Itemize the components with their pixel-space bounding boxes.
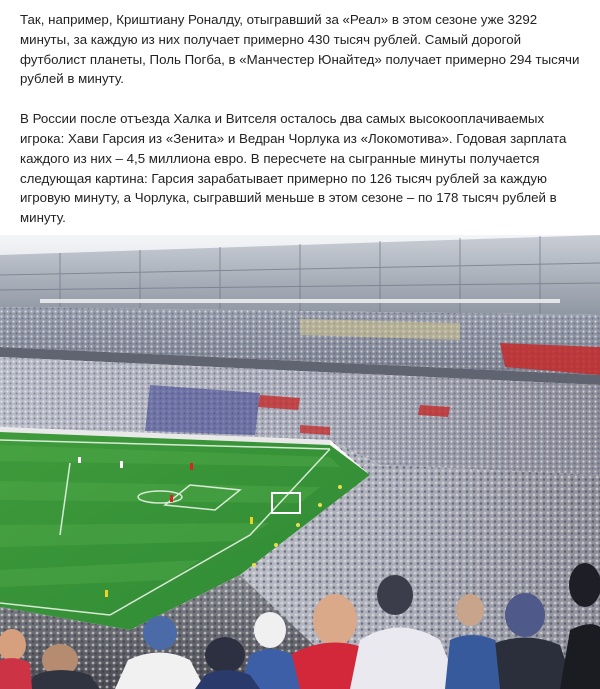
stadium-photo: [0, 235, 600, 689]
paragraph-russia-salaries: В России после отъезда Халка и Витселя осталось два самых высокооплачиваемых игрока: Хави Гарсия из «Зенита» и Ведран Чорлука из «Локомотива». Годовая зарплата каждого из них – 4,5 миллиона евро. В пересчете на сыгранные минуты получается следующая картина: Гарсия зарабатывает примерно по 126 тысяч рублей за каждую игровую минуту, а Чорлука, сыгравший меньше в этом сезоне – по 178 тысяч рублей в минуту.: [20, 111, 567, 226]
article-text: [20, 10, 585, 248]
paragraph-ronaldo-pogba: Так, например, Криштиану Роналду, отыгравший за «Реал» в этом сезоне уже 3292 минуты, за каждую из них получает примерно 430 тысяч рублей. Самый дорогой футболист планеты, Поль Погба, в «Манчестер Юнайтед» получает примерно 294 тысячи рублей в минуту.: [20, 12, 580, 87]
